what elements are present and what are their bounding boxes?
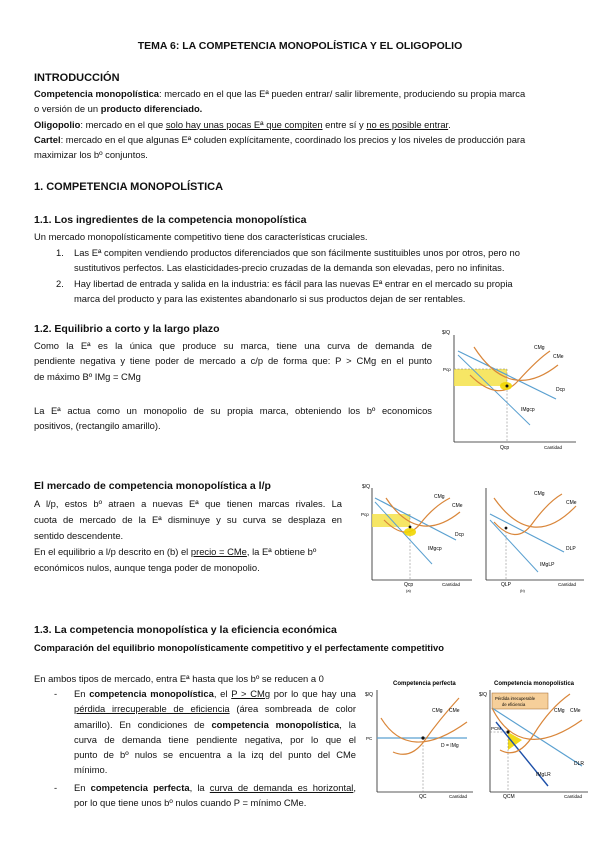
long-run-figure-b [480,480,590,598]
label-imglp: IMgLP [540,562,555,568]
short-run-equilibrium-figure [440,325,580,455]
x-axis-label: Cantidad [442,582,461,587]
list-text: sustitutivos perfectos. Las elasticidades-precio cruzadas de la demanda son elevadas, pero no infinitas. [74,262,505,274]
label-imgcp: IMgcp [428,546,442,552]
text-span: , [353,782,356,793]
equilibrium-point [421,736,424,739]
text-bold: competencia monopolística [89,688,214,699]
label-cmg: CMg [534,345,545,351]
def-text-bold: producto diferenciado. [100,103,203,115]
text-underlined: pérdida irrecuperable de eficiencia [74,703,230,715]
label-imglr: IMgLR [536,772,551,778]
label-cme: CMe [566,500,577,506]
page-title: TEMA 6: LA COMPETENCIA MONOPOLÍSTICA Y EL OLIGOPOLIO [137,40,463,52]
x-axis-label: Cantidad [544,445,563,450]
def-text: : mercado en el que las Eª pueden entrar/ salir libremente, produciendo su propia marca [159,88,526,99]
label-pcp: Pcp [443,367,451,372]
paragraph: En ambos tipos de mercado, entra Eª hasta que los bº se reducen a 0 [34,673,324,684]
label-cmg: CMg [432,708,443,714]
marginal-revenue-curve [375,502,432,564]
def-text-underlined: no es posible entrar [366,118,449,130]
equilibrium-highlight [404,528,416,536]
marginal-cost-curve [494,494,562,535]
label-qc: QC [419,794,427,800]
list-text: Hay libertad de entrada y salida en la industria: es fácil para las nuevas Eª entrar en el mercado su propia [74,277,513,289]
text-line: Como la Eª es la única que produce su marca, tiene una curva de demanda de [34,340,432,351]
text-line [74,686,356,701]
label-d-img: D = IMg [441,743,459,749]
figure-title: Competencia perfecta [393,681,456,687]
text-line [74,701,356,716]
text-span: (área sombreada de color [229,703,356,715]
list-text: Las Eª compiten vendiendo productos diferenciados que son fácilmente sustituibles unos por otros, pero no [74,247,520,258]
equilibrium-point [409,526,412,529]
subsection-heading: 1.3. La competencia monopolística y la eficiencia económica [34,624,337,636]
text-line: positivos, (rectangilo amarillo). [34,420,161,431]
label-qcp: Qcp [404,582,414,588]
text-span: amarillo). En condiciones de [74,718,212,730]
subsection-heading: 1.1. Los ingredientes de la competencia monopolística [34,214,307,226]
text-underlined: P > CMg [231,688,271,699]
y-axis-label: $/Q [479,692,488,698]
label-cmg: CMg [434,494,445,500]
def-text: : mercado en el que [80,118,166,130]
label-dlr: DLR [574,761,585,767]
y-axis-label: $/Q [362,484,371,490]
label-cme: CMe [570,708,581,714]
bullet-dash: - [54,688,58,699]
label-pcp: Pcp [361,512,369,517]
text-span: por lo que hay una [270,688,357,699]
text-line [74,717,356,732]
callout-text: de eficiencia [502,702,526,707]
def-text: . [448,118,451,130]
long-run-figure-a [360,480,478,598]
section-heading: 1. COMPETENCIA MONOPOLÍSTICA [34,181,224,193]
label-imgcp: IMgcp [521,407,535,413]
callout-text: Pérdida irrecuperable [495,696,536,701]
list-number: 1. [56,247,64,258]
text-line: cuota de mercado de la Eª disminuye y su curva se desplaza en [34,514,342,525]
label-qlp: QLP [501,582,512,588]
panel-label: (a) [406,588,411,593]
label-cmg: CMg [534,491,545,497]
term-oligopolio: Oligopolio [34,118,81,130]
text-line [34,544,316,559]
list-item [56,245,574,276]
text-line: pendiente negativa y tiene poder de mercado a c/p de forma que: P > CMg en el punto [34,355,432,367]
label-pcm: PCM [491,726,501,731]
term-competencia-monopolistica: Competencia monopolística [34,88,160,99]
paragraph: Un mercado monopolísticamente competitivo tiene dos características cruciales. [34,231,368,242]
subsection-heading: El mercado de competencia monopolística a l/p [34,480,271,492]
label-qcm: QCM [503,794,515,800]
perfect-competition-figure [363,668,475,800]
label-dcp: Dcp [556,387,565,393]
text-span: En el equilibrio a l/p descrito en (b) el [34,546,191,557]
profit-rectangle [372,514,410,527]
intro-heading: INTRODUCCIÓN [34,72,120,84]
def-text: entre sí y [322,118,367,130]
demand-curve [490,514,564,552]
label-dcp: Dcp [455,532,464,538]
text-bold: competencia monopolística [211,718,340,730]
text-line: punto de bº nulos se encuentra a la izq del punto del CMe [74,749,356,761]
label-dlp: DLP [566,546,576,552]
equilibrium-point [506,730,509,733]
figure-title: Competencia monopolística [494,681,575,687]
equilibrium-point [506,385,509,388]
monopolistic-competition-figure [478,668,590,800]
label-cme: CMe [452,503,463,509]
numbered-list [56,245,574,306]
intro-definitions [34,86,574,162]
text-line: sentido descendente. [34,530,124,541]
text-line: La Eª actua como un monopolio de su propia marca, obteniendo los bº economicos [34,405,432,416]
def-text: o versión de un [34,103,101,115]
demand-curve [492,708,585,767]
text-span: , la [339,718,356,730]
y-axis-label: $/Q [365,692,374,698]
list-text: marca del producto y para las existentes abandonarlo si sus productos dejan de ser rentables. [74,292,466,304]
label-cme: CMe [449,708,460,714]
text-line: de máximo Bº IMg = CMg [34,371,141,382]
marginal-revenue-curve [490,520,538,572]
label-pc: PC [366,736,373,741]
x-axis-label: Cantidad [449,794,468,799]
text-underlined: precio = CMe [190,546,247,557]
panel-label: (b) [520,588,525,593]
label-qcp: Qcp [500,445,510,451]
text-span: , la [189,782,210,793]
text-line: por lo que tiene unos bº nulos cuando P = mínimo CMe. [74,797,307,809]
def-text: : mercado en el que algunas Eª coluden explícitamente, coordinado los precios y los niveles de producción para [60,133,526,145]
label-cme: CMe [553,354,564,360]
subsection-heading: 1.2. Equilibrio a corto y la largo plazo [34,323,220,335]
bullet-dash: - [54,782,58,793]
def-text-underlined: solo hay unas pocas Eª que compiten [165,118,323,130]
text-span: En [74,782,91,793]
text-line [74,780,356,795]
bullet-item [54,780,356,811]
text-span: , la Eª obtiene bº [246,546,317,557]
label-cmg: CMg [554,708,565,714]
equilibrium-point [505,527,508,530]
text-span: En [74,688,90,699]
text-line: A l/p, estos bº atraen a nuevas Eª que tienen marcas rivales. La [34,498,342,509]
x-axis-label: Cantidad [558,582,577,587]
text-bold: competencia perfecta [90,782,190,793]
bullet-item [54,686,357,778]
def-text: maximizar los bº conjuntos. [34,149,148,161]
paragraph [34,338,432,369]
text-line: mínimo. [74,764,108,776]
text-underlined: curva de demanda es horizontal [209,782,354,793]
term-cartel: Cartel [34,133,61,145]
x-axis-label: Cantidad [564,794,583,799]
list-number: 2. [56,277,64,289]
subheading: Comparación del equilibrio monopolísticamente competitivo y el perfectamente competitivo [34,642,444,653]
text-span: , el [213,688,232,699]
list-item [56,276,574,307]
text-line: económicos nulos, aunque tenga poder de monopolio. [34,562,260,573]
y-axis-label: $/Q [442,330,451,336]
text-line: curva de demanda tiene pendiente negativa, por lo que el [74,733,356,745]
